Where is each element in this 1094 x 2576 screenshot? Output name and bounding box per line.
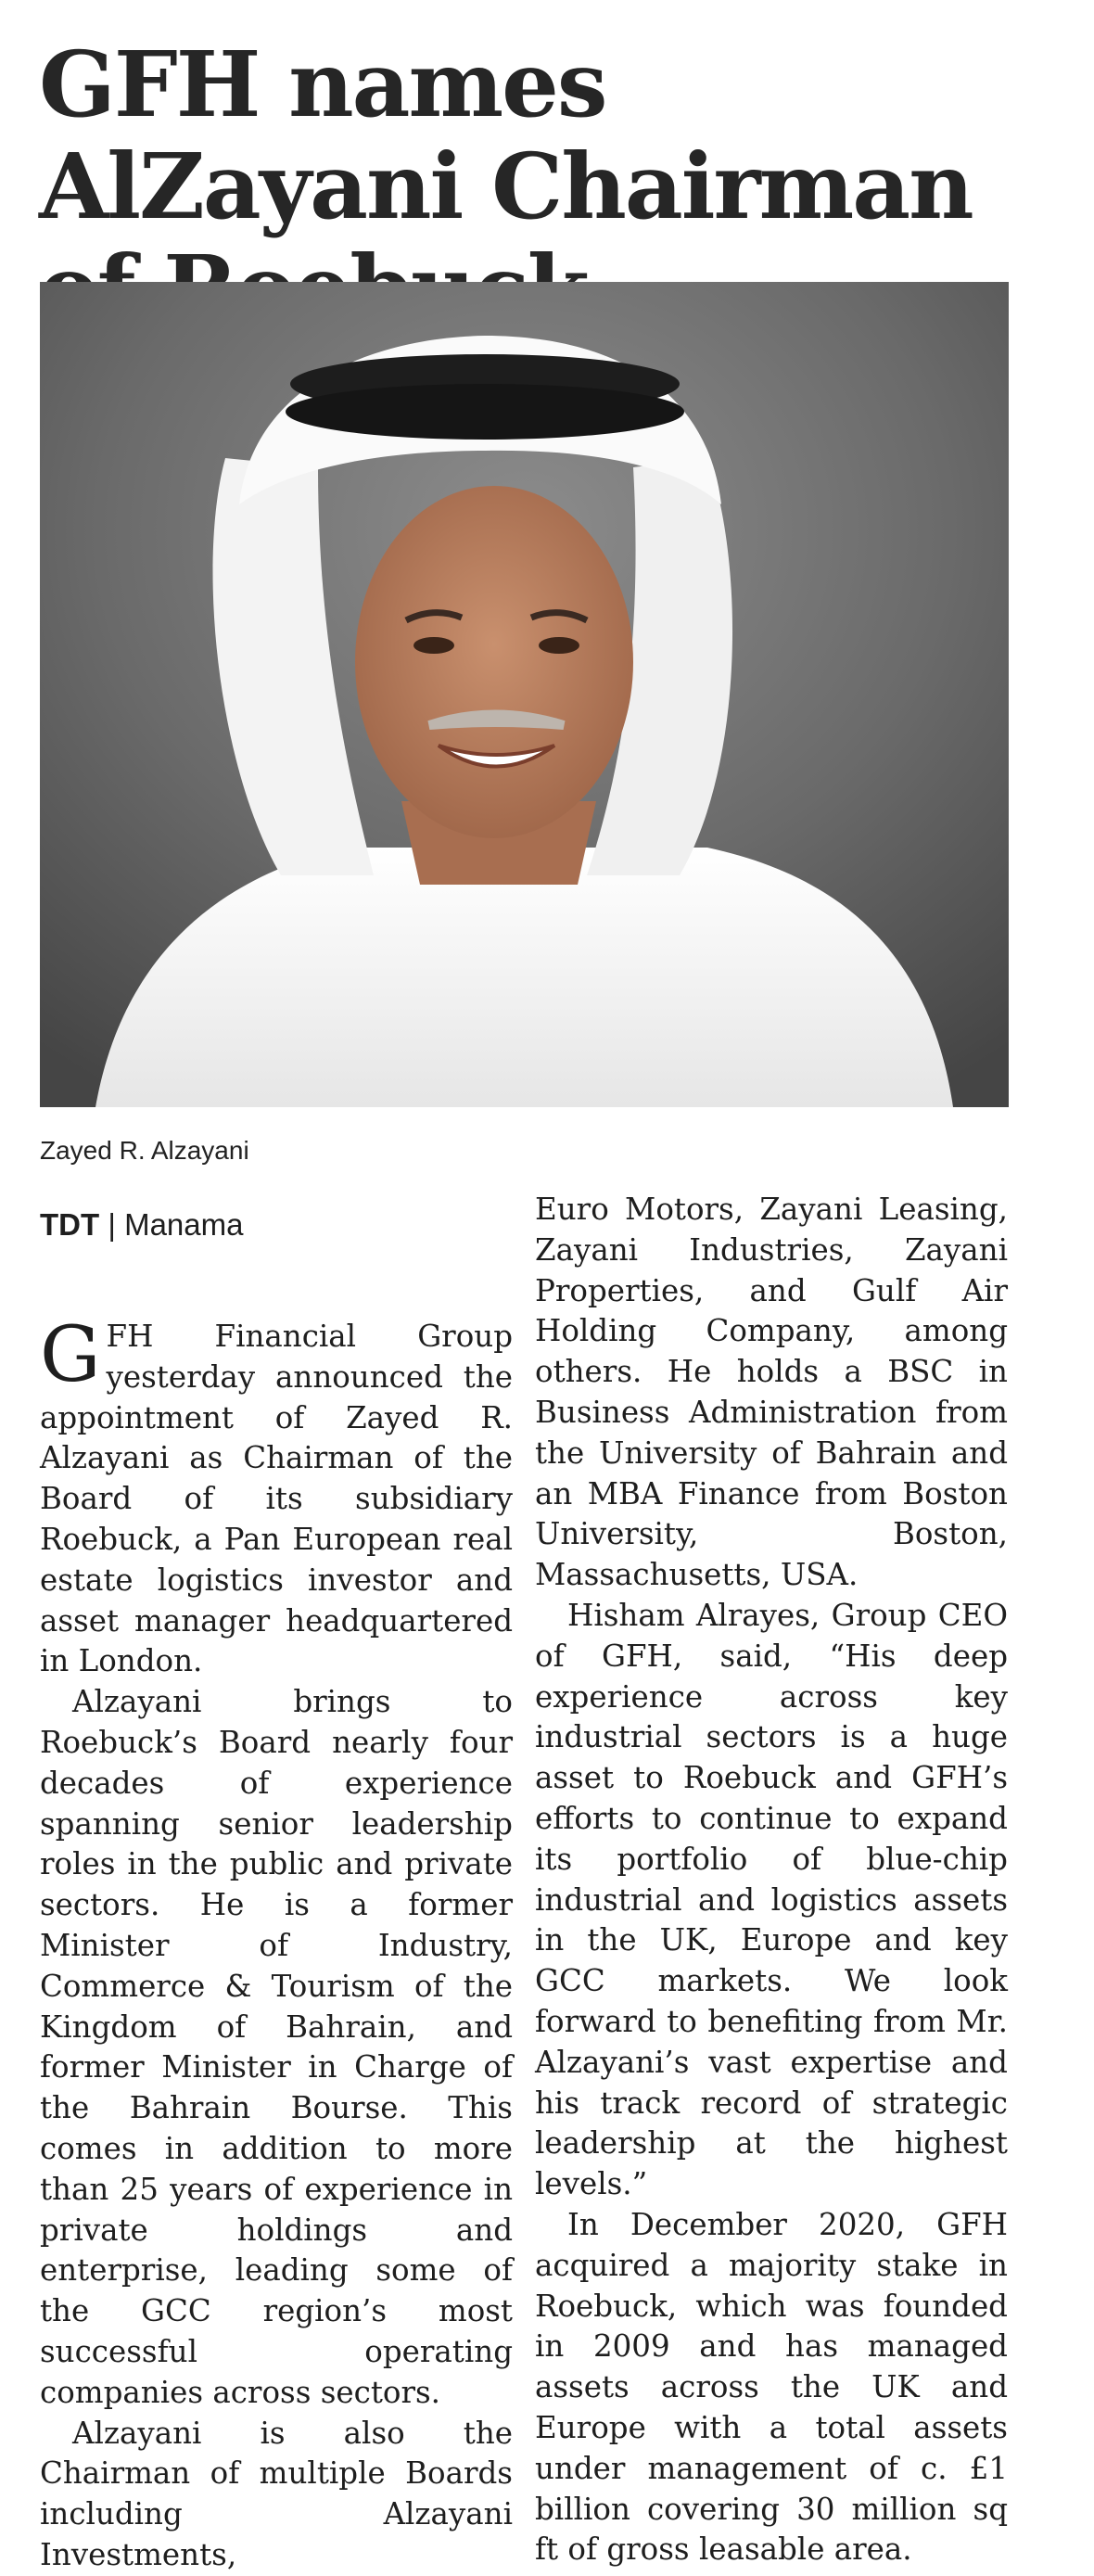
dateline [40, 1207, 243, 1243]
portrait-photo [40, 282, 1009, 1107]
dateline-separator: | [108, 1207, 116, 1242]
headline: GFH names AlZayani Chairman [39, 32, 973, 239]
paragraph-1-text: FH Financial Group yesterday announced the appointment of Zayed R. Alzayani as Chairman of the Board of its subsidiary Roebuck, a Pan European real estate logistics investor and asset manager headquartered in London. [40, 1319, 513, 1679]
photo-caption: Zayed R. Alzayani [40, 1136, 249, 1165]
paragraph-3: Alzayani is also the Chairman of multiple Boards including Alzayani Investments, [40, 2415, 513, 2572]
paragraph-4: Hisham Alrayes, Group CEO of GFH, said, “His deep experience across key industrial sectors is a huge asset to Roebuck and GFH’s efforts to continue to expand its portfolio of blue-chip industrial and logistics assets in the UK, Europe and key GCC markets. We look forward to benefiting from Mr. Alzayani’s vast expertise and his track record of strategic leadership at the highest levels.” [535, 1597, 1008, 2202]
article-column-left [40, 1311, 513, 2576]
paragraph-5: In December 2020, GFH acquired a majority stake in Roebuck, which was founded in 2009 and has managed assets across the UK and Europe with a total assets under management of c. £1 billion covering 30 million sq ft of gross leasable area. [535, 2206, 1008, 2568]
source-tag: TDT [40, 1207, 100, 1242]
paragraph-3-continued: Euro Motors, Zayani Leasing, Zayani Industries, Zayani Properties, and Gulf Air Holding Company, among others. He holds a BSC in Business Administration from the University of Bahrain and an MBA Finance from Boston University, Boston, Massachusetts, USA. [535, 1192, 1008, 1593]
paragraph-1 [40, 1311, 513, 1682]
dateline-location: Manama [124, 1207, 244, 1242]
paragraph-2: Alzayani brings to Roebuck’s Board nearly four decades of experience spanning senior leadership roles in the public and private sectors. He is a former Minister of Industry, Commerce & Tourism of the Kingdom of Bahrain, and former Minister in Charge of the Bahrain Bourse. This comes in addition to more than 25 years of experience in private holdings and enterprise, leading some of the GCC region’s most successful operating companies across sectors. [40, 1684, 513, 2410]
article-column-right [535, 1190, 1008, 2570]
drop-cap: G [40, 1311, 101, 1399]
